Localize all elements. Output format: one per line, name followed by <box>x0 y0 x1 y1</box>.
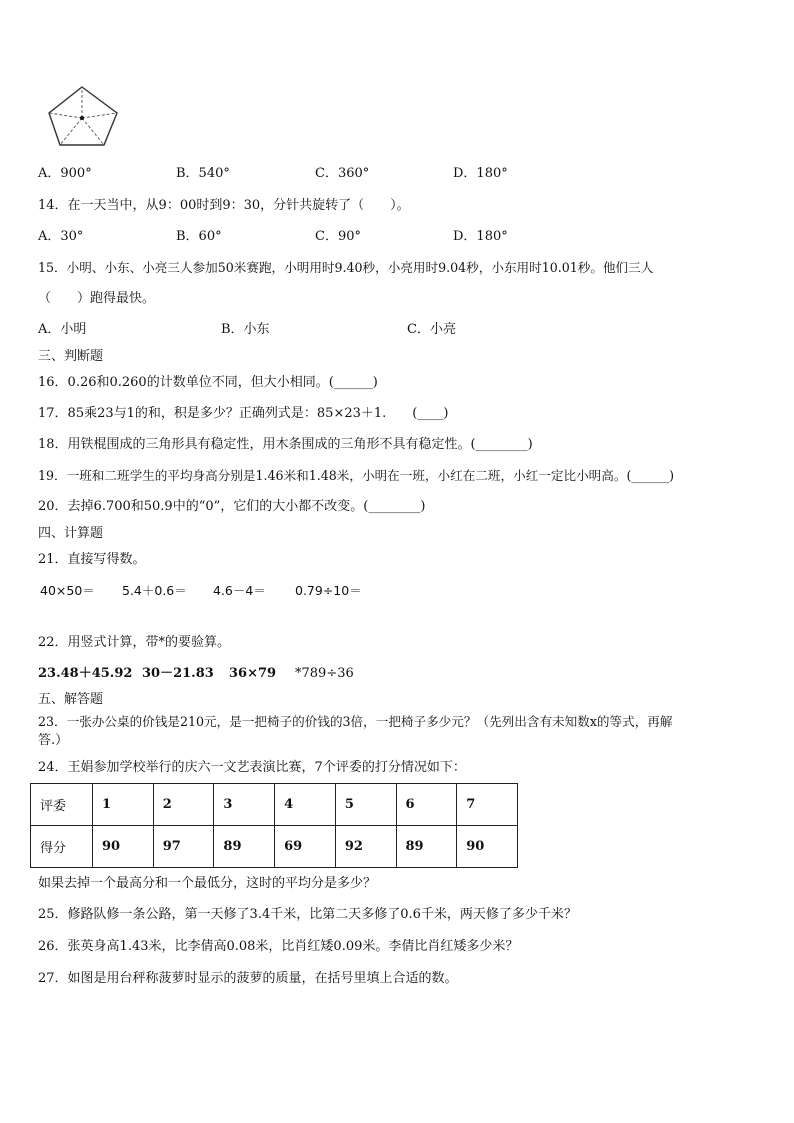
score-cell: 89 <box>214 826 275 868</box>
q15-text-line2: （ ）跑得最快。 <box>38 291 156 306</box>
section-judgement-heading: 三、判断题 <box>38 349 104 364</box>
q15-option-c: C．小亮 <box>407 322 456 337</box>
judge-cell: 5 <box>335 784 396 826</box>
score-cell: 97 <box>153 826 214 868</box>
judge-cell: 3 <box>214 784 275 826</box>
q22-item-1: 23.48＋45.92 <box>38 666 133 681</box>
q21-item-4: 0.79÷10＝ <box>295 583 362 598</box>
q27-text: 27．如图是用台秤称菠萝时显示的菠萝的质量，在括号里填上合适的数。 <box>38 971 458 986</box>
judge-cell: 2 <box>153 784 214 826</box>
score-cell: 90 <box>457 826 518 868</box>
section-calculation-heading: 四、计算题 <box>38 526 104 541</box>
judge-cell: 6 <box>396 784 457 826</box>
pentagon-outline <box>49 87 117 145</box>
q14-option-a: A．30° <box>38 229 84 244</box>
row-label-scores: 得分 <box>31 826 93 868</box>
score-cell: 90 <box>93 826 154 868</box>
q14-text: 14．在一天当中，从9：00时到9：30，分针共旋转了（ ）。 <box>38 198 410 213</box>
q22-item-2: 30－21.83 <box>142 666 214 681</box>
q13-option-a: A．900° <box>38 166 92 181</box>
q21-text: 21．直接写得数。 <box>38 552 146 567</box>
judge-cell: 7 <box>457 784 518 826</box>
pentagon-center-point <box>80 116 84 120</box>
q24-score-table <box>30 783 518 868</box>
q15-option-b: B．小东 <box>221 322 270 337</box>
q14-option-c: C．90° <box>315 229 361 244</box>
q13-option-c: C．360° <box>315 166 370 181</box>
q23-text-line2: 答.） <box>38 733 69 748</box>
q16-text: 16．0.26和0.260的计数单位不同，但大小相同。(______) <box>38 375 378 390</box>
q18-text: 18．用铁棍围成的三角形具有稳定性，用木条围成的三角形不具有稳定性。(________) <box>38 437 533 452</box>
table-row-judges <box>31 784 518 826</box>
q21-item-1: 40×50＝ <box>40 583 95 598</box>
pentagon-figure <box>46 84 120 148</box>
judge-cell: 1 <box>93 784 154 826</box>
q21-item-3: 4.6－4＝ <box>213 583 266 598</box>
q14-option-d: D．180° <box>453 229 508 244</box>
q26-text: 26．张英身高1.43米，比李倩高0.08米，比肖红矮0.09米。李倩比肖红矮多少米？ <box>38 939 519 954</box>
score-cell: 69 <box>275 826 336 868</box>
q23-text-line1: 23．一张办公桌的价钱是210元，是一把椅子的价钱的3倍，一把椅子多少元？（先列出含有未知数x的等式，再解 <box>38 714 673 729</box>
q25-text: 25．修路队修一条公路，第一天修了3.4千米，比第二天多修了0.6千米，两天修了多少千米？ <box>38 907 577 922</box>
score-cell: 92 <box>335 826 396 868</box>
q24-text: 24．王娟参加学校举行的庆六一文艺表演比赛，7个评委的打分情况如下： <box>38 760 466 775</box>
q19-text: 19．一班和二班学生的平均身高分别是1.46米和1.48米，小明在一班，小红在二班，小红一定比小明高。(______) <box>38 468 675 483</box>
judge-cell: 4 <box>275 784 336 826</box>
q22-text: 22．用竖式计算，带*的要验算。 <box>38 635 231 650</box>
q17-text: 17．85乘23与1的和，积是多少？正确列式是：85×23＋1. (____) <box>38 406 449 421</box>
section-solve-heading: 五、解答题 <box>38 692 104 707</box>
q15-option-a: A．小明 <box>38 322 87 337</box>
q22-item-4: *789÷36 <box>295 666 354 681</box>
q13-option-b: B．540° <box>176 166 230 181</box>
q20-text: 20．去掉6.700和50.9中的“0”，它们的大小都不改变。(________) <box>38 499 426 514</box>
table-row-scores <box>31 826 518 868</box>
q24-question: 如果去掉一个最高分和一个最低分，这时的平均分是多少？ <box>38 876 377 891</box>
score-cell: 89 <box>396 826 457 868</box>
row-label-judges: 评委 <box>31 784 93 826</box>
q22-item-3: 36×79 <box>229 666 277 681</box>
q15-text-line1: 15．小明、小东、小亮三人参加50米赛跑，小明用时9.40秒，小亮用时9.04秒，小东用时10.01秒。他们三人 <box>38 260 654 275</box>
q14-option-b: B．60° <box>176 229 222 244</box>
q21-item-2: 5.4＋0.6＝ <box>122 583 187 598</box>
q13-option-d: D．180° <box>453 166 508 181</box>
